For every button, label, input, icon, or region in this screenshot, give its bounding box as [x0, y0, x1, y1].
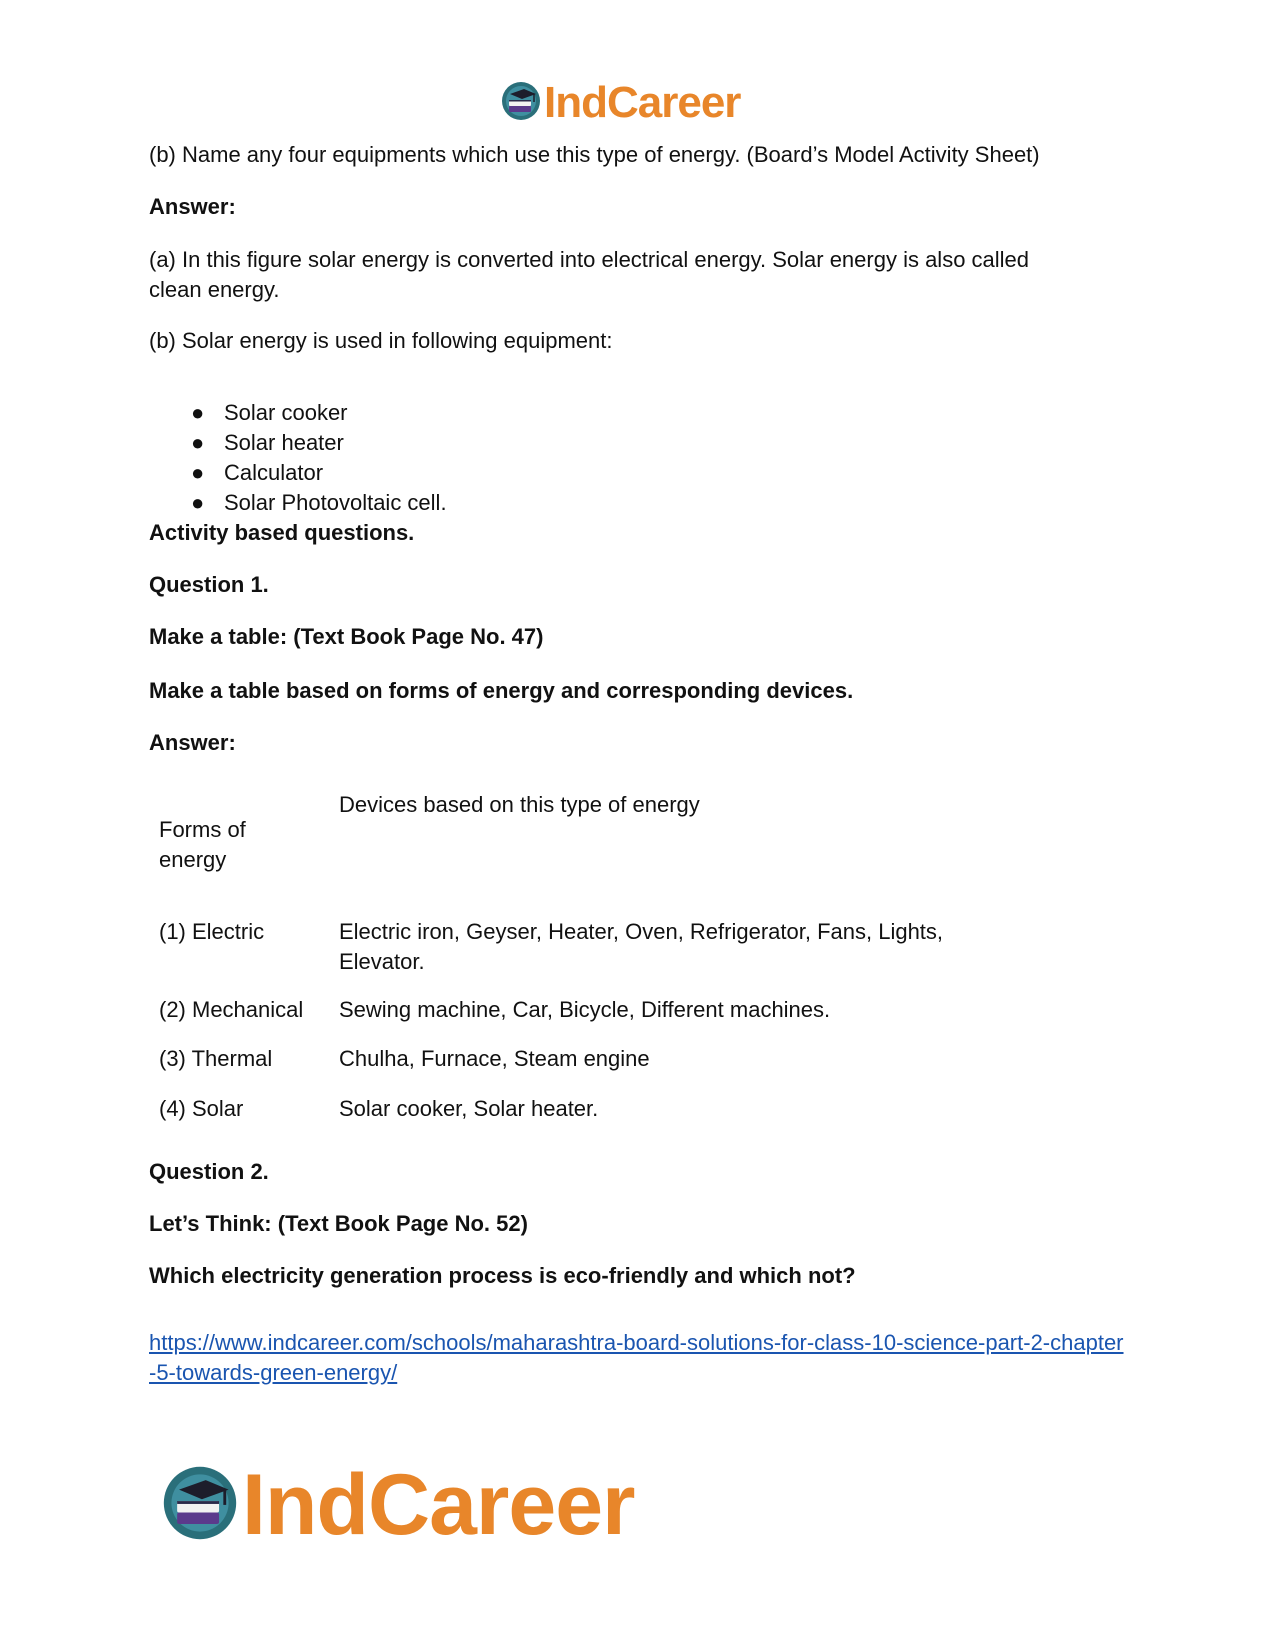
answer-a-text: (a) In this figure solar energy is converted into electrical energy. Solar energy is also called clean energy.	[149, 247, 1030, 302]
table-header-devices: Devices based on this type of energy	[339, 792, 700, 817]
equipment-list	[149, 398, 447, 518]
answer-heading-2: Answer:	[149, 730, 236, 755]
source-link[interactable]: https://www.indcareer.com/schools/maharashtra-board-solutions-for-class-10-science-part-2-chapter-5-towards-green-energy/	[149, 1330, 1124, 1385]
header-logo	[500, 78, 740, 128]
table-cell-devices: Solar cooker, Solar heater.	[339, 1096, 599, 1121]
table-cell-form: (4) Solar	[159, 1096, 244, 1121]
list-item: ● Solar cooker	[149, 398, 447, 428]
table-cell-devices: Sewing machine, Car, Bicycle, Different machines.	[339, 997, 831, 1022]
bullet-icon: ●	[191, 460, 205, 485]
book-globe-icon	[500, 80, 542, 127]
question-2-heading: Question 2.	[149, 1159, 269, 1184]
list-item: ● Calculator	[149, 458, 447, 488]
answer-b-text: (b) Solar energy is used in following equipment:	[149, 328, 613, 353]
bullet-icon: ●	[191, 490, 205, 515]
answer-heading: Answer:	[149, 194, 236, 219]
question-1-heading: Question 1.	[149, 572, 269, 597]
eco-friendly-question: Which electricity generation process is eco-friendly and which not?	[149, 1263, 856, 1288]
table-header-forms: Forms of energy	[159, 817, 246, 872]
list-item: ● Solar heater	[149, 428, 447, 458]
bullet-icon: ●	[191, 430, 205, 455]
table-cell-form: (1) Electric	[159, 919, 265, 944]
table-cell-form: (3) Thermal	[159, 1046, 273, 1071]
table-cell-devices: Electric iron, Geyser, Heater, Oven, Refrigerator, Fans, Lights, Elevator.	[339, 919, 944, 974]
make-table-heading: Make a table: (Text Book Page No. 47)	[149, 624, 544, 649]
bullet-icon: ●	[191, 400, 205, 425]
footer-logo	[160, 1456, 635, 1553]
make-table-description: Make a table based on forms of energy and corresponding devices.	[149, 678, 854, 703]
list-item: ● Solar Photovoltaic cell.	[149, 488, 447, 518]
table-cell-devices: Chulha, Furnace, Steam engine	[339, 1046, 650, 1071]
question-b-text: (b) Name any four equipments which use this type of energy. (Board’s Model Activity Sheet)	[149, 142, 1040, 167]
brand-name: IndCareer	[544, 78, 741, 127]
lets-think-heading: Let’s Think: (Text Book Page No. 52)	[149, 1211, 528, 1236]
table-cell-form: (2) Mechanical	[159, 997, 304, 1022]
brand-name: IndCareer	[242, 1456, 635, 1553]
book-globe-icon	[160, 1463, 240, 1548]
activity-heading: Activity based questions.	[149, 520, 415, 545]
